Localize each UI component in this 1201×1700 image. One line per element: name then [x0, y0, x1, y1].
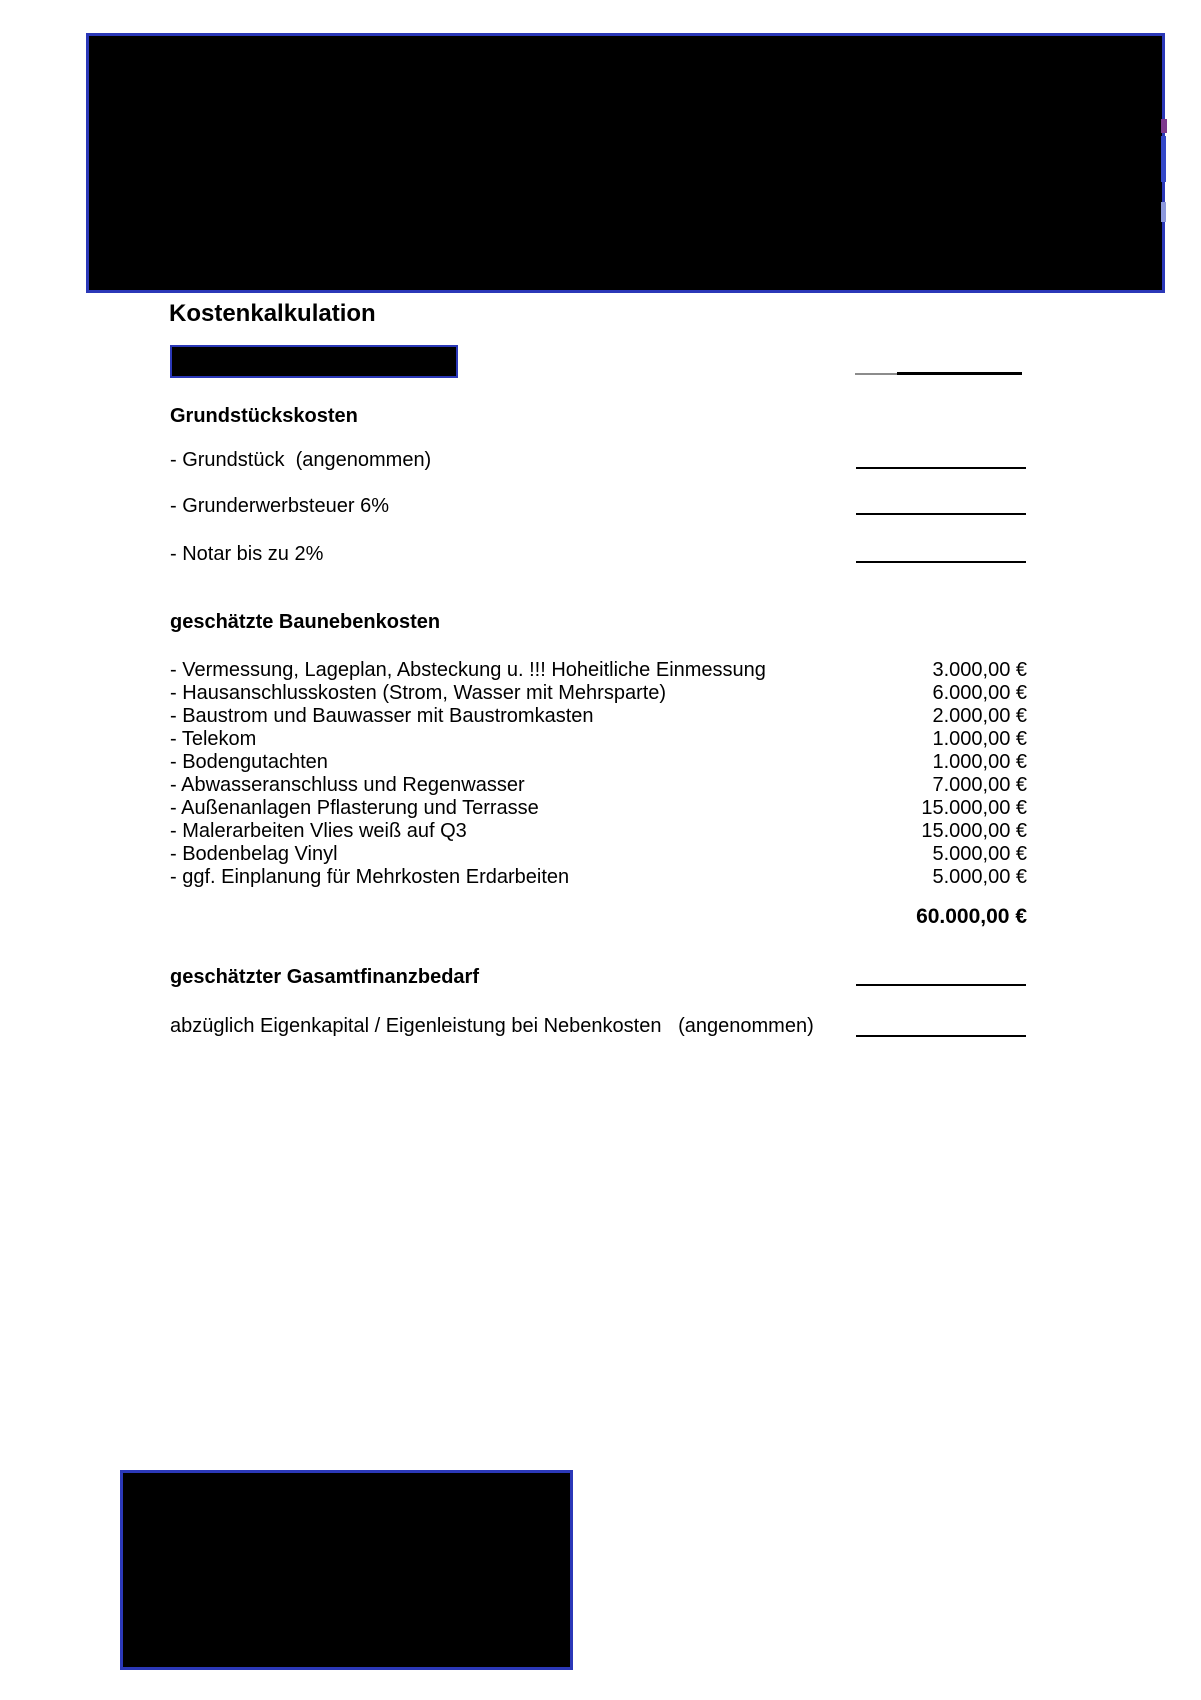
blank-value-line — [856, 561, 1026, 563]
cost-row — [170, 843, 1027, 866]
header-underline — [897, 372, 1022, 375]
cost-row — [170, 659, 1027, 682]
cost-value: 7.000,00 € — [932, 774, 1027, 796]
cost-label: - Bodengutachten — [170, 751, 328, 773]
redacted-name-block — [170, 345, 458, 378]
cost-row — [170, 705, 1027, 728]
cost-label: - Abwasseranschluss und Regenwasser — [170, 774, 525, 796]
line-item-grundstueck: - Grundstück (angenommen) — [170, 449, 432, 471]
section-heading-baunebenkosten: geschätzte Baunebenkosten — [170, 611, 441, 633]
cost-value: 3.000,00 € — [932, 659, 1027, 681]
redacted-footer-block — [120, 1470, 573, 1670]
total-value: 60.000,00 € — [916, 905, 1027, 928]
cost-row — [170, 682, 1027, 705]
cost-label: - Hausanschlusskosten (Strom, Wasser mit Mehrsparte) — [170, 682, 667, 704]
cost-label: - Baustrom und Bauwasser mit Baustromkasten — [170, 705, 594, 727]
blank-value-line — [856, 467, 1026, 469]
finanzbedarf-heading: geschätzter Gasamtfinanzbedarf — [170, 966, 479, 988]
cost-row — [170, 751, 1027, 774]
cost-label: - Telekom — [170, 728, 257, 750]
header-underline-light — [855, 373, 897, 375]
cost-row — [170, 728, 1027, 751]
line-item-grunderwerbsteuer: - Grunderwerbsteuer 6% — [170, 495, 389, 517]
cost-row — [170, 820, 1027, 843]
redaction-edge-mark — [1161, 119, 1167, 133]
blank-value-line — [856, 984, 1026, 986]
cost-row — [170, 866, 1027, 889]
cost-value: 6.000,00 € — [932, 682, 1027, 704]
redaction-edge-mark — [1161, 136, 1166, 182]
cost-value: 2.000,00 € — [932, 705, 1027, 727]
page-title: Kostenkalkulation — [169, 300, 376, 327]
cost-label: - Außenanlagen Pflasterung und Terrasse — [170, 797, 539, 819]
redacted-header-block — [86, 33, 1165, 293]
cost-value: 1.000,00 € — [932, 728, 1027, 750]
cost-value: 5.000,00 € — [932, 843, 1027, 865]
blank-value-line — [856, 1035, 1026, 1037]
cost-value: 5.000,00 € — [932, 866, 1027, 888]
redaction-edge-mark — [1161, 202, 1166, 222]
cost-value: 15.000,00 € — [921, 820, 1027, 842]
cost-value: 15.000,00 € — [921, 797, 1027, 819]
cost-label: - Malerarbeiten Vlies weiß auf Q3 — [170, 820, 467, 842]
cost-value: 1.000,00 € — [932, 751, 1027, 773]
cost-list — [170, 659, 1027, 889]
cost-label: - Bodenbelag Vinyl — [170, 843, 338, 865]
eigenkapital-label: abzüglich Eigenkapital / Eigenleistung bei Nebenkosten (angenommen) — [170, 1015, 814, 1037]
cost-label: - Vermessung, Lageplan, Absteckung u. !!! Hoheitliche Einmessung — [170, 659, 766, 681]
line-item-notar: - Notar bis zu 2% — [170, 543, 324, 565]
cost-row — [170, 774, 1027, 797]
cost-row — [170, 797, 1027, 820]
section-heading-grundstueckskosten: Grundstückskosten — [170, 405, 358, 427]
blank-value-line — [856, 513, 1026, 515]
cost-label: - ggf. Einplanung für Mehrkosten Erdarbeiten — [170, 866, 570, 888]
